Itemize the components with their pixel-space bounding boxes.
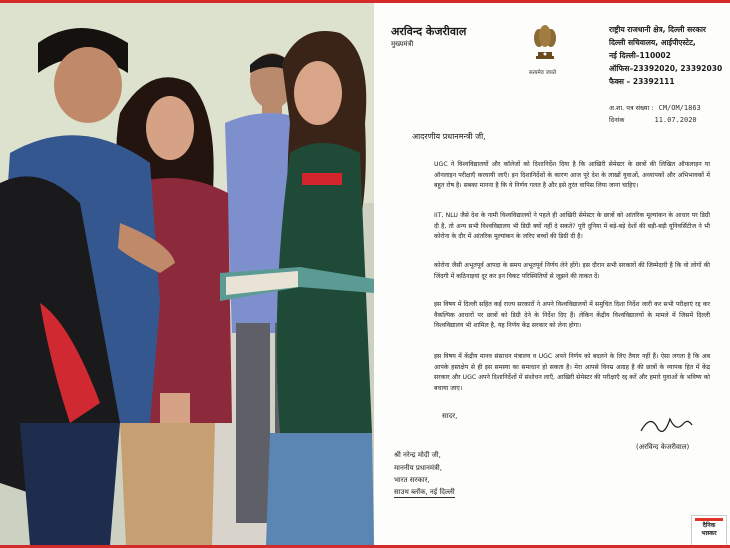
reference-number: [609, 103, 701, 112]
signature-mark: [636, 411, 696, 441]
students-photo: [0, 3, 374, 545]
letter-paragraph: UGC ने विश्वविद्यालयों और कॉलेजों को दिशानिर्देश दिया है कि आखिरी सेमेस्टर के छात्रों की लिखित ऑफलाइन या ऑनलाइन परीक्षाएँ करवायी जाएँ। इन दिशानिर्देशों के कारण आज पूरे देश के लाखों युवाओं, अध्यापकों और अभिभावकों में बहुत रोष है। सबका मानना है कि ये निर्णय गलत है और इसे तुरंत वापिस लिया जाना चाहिए।: [434, 161, 710, 190]
date-label: दिनांक: [609, 116, 625, 124]
sender-title: मुख्यमंत्री: [391, 40, 414, 48]
national-emblem-icon: [530, 22, 560, 60]
letter-paragraph: इस विषय में केंद्रीय मानव संसाधन मंत्रालय व UGC अपने निर्णय को बदलने के लिए तैयार नहीं हैं। ऐसा लगता है कि अब आपके हस्तक्षेप से ही इस समस्या का समाधान हो सकता है। मेरा आपसे विनम्र आग्रह है की छात्रों के व्यापक हित में केंद्र सरकार और UGC अपने दिशानिर्देशों में संशोधन लाएँ, आखिरी सेमेस्टर की परीक्षाएँ रद्द करें और हमारे युवाओं के भविष्य को बचाया जाए।: [434, 353, 710, 392]
address-line: ऑफिस–23392020, 23392030: [609, 64, 723, 73]
sender-name: अरविन्द केजरीवाल: [391, 25, 467, 38]
address-line: फैक्स – 23392111: [609, 77, 675, 86]
dainik-bhaskar-logo: [691, 515, 727, 547]
letter-date: [609, 115, 697, 124]
signature-name: (अरविन्द केजरीवाल): [636, 443, 690, 451]
reference-value: CM/OM/1863: [658, 104, 701, 112]
recipient-line: साउथ ब्लॉक, नई दिल्ली: [394, 488, 455, 496]
address-line: नई दिल्ली–110002: [609, 51, 671, 60]
date-value: 11.07.2020: [654, 116, 697, 124]
reference-label: अ.शा. पत्र संख्या :: [609, 104, 654, 112]
letter-paragraph: IIT, NLU जैसे देश के नामी विश्वविद्यालयों ने पहले ही आखिरी सेमेस्टर के छात्रों को आंतरिक मूल्यांकन के आधार पर डिग्री दी है, तो अन्य सभी विश्वविद्यालय भी डिग्री क्यों नहीं दे सकते? पूरी दुनिया में बड़े-बड़े देशों की बड़ी-बड़ी यूनिवर्सिटीज ने भी कोरोना के दौर में आंतरिक मूल्यांकन के जरिए बच्चों की डिग्री दी है।: [434, 212, 710, 241]
letter-paragraph: कोरोना जैसी अभूतपूर्व आपदा के समय अभूतपूर्व निर्णय लेने होंगे। इस दौरान सभी सरकारों की जिम्मेदारी है कि वो लोगों की जिंदगी में कठिनाइयां दूर कर इन विकट परिस्थितियों से जूझने की ताकत दें।: [434, 262, 710, 280]
salutation: आदरणीय प्रधानमन्त्री जी,: [412, 132, 486, 141]
recipient-line: माननीय प्रधानमंत्री,: [394, 464, 442, 472]
logo-line: दैनिक: [702, 522, 716, 529]
letter-paragraph: इस विषय में दिल्ली सहित कई राज्य सरकारों ने अपने विश्वविद्यालयों में समुचित दिशा निर्देश जारी कर सभी परीक्षाएं रद्द कर वैकल्पिक आधारों पर छात्रों को डिग्री देने के निर्देश दिए हैं। लेकिन केंद्रीय विश्वविद्यालयों के मामले में जिसमें दिल्ली विश्वविद्यालय भी शामिल है, यह निर्णय केंद्र सरकार को लेना होगा।: [434, 301, 710, 330]
recipient-line: भारत सरकार,: [394, 476, 430, 484]
address-line: दिल्ली सचिवालय, आईपीएस्टेट,: [609, 38, 696, 47]
emblem-caption: सत्यमेव जयते: [529, 70, 557, 76]
recipient-line: श्री नरेन्द्र मोदी जी,: [394, 451, 441, 459]
logo-line: भास्कर: [701, 530, 717, 537]
closing: सादर,: [442, 412, 458, 420]
address-line: राष्ट्रीय राजधानी क्षेत्र, दिल्ली सरकार: [609, 25, 706, 34]
letter: [374, 3, 730, 545]
